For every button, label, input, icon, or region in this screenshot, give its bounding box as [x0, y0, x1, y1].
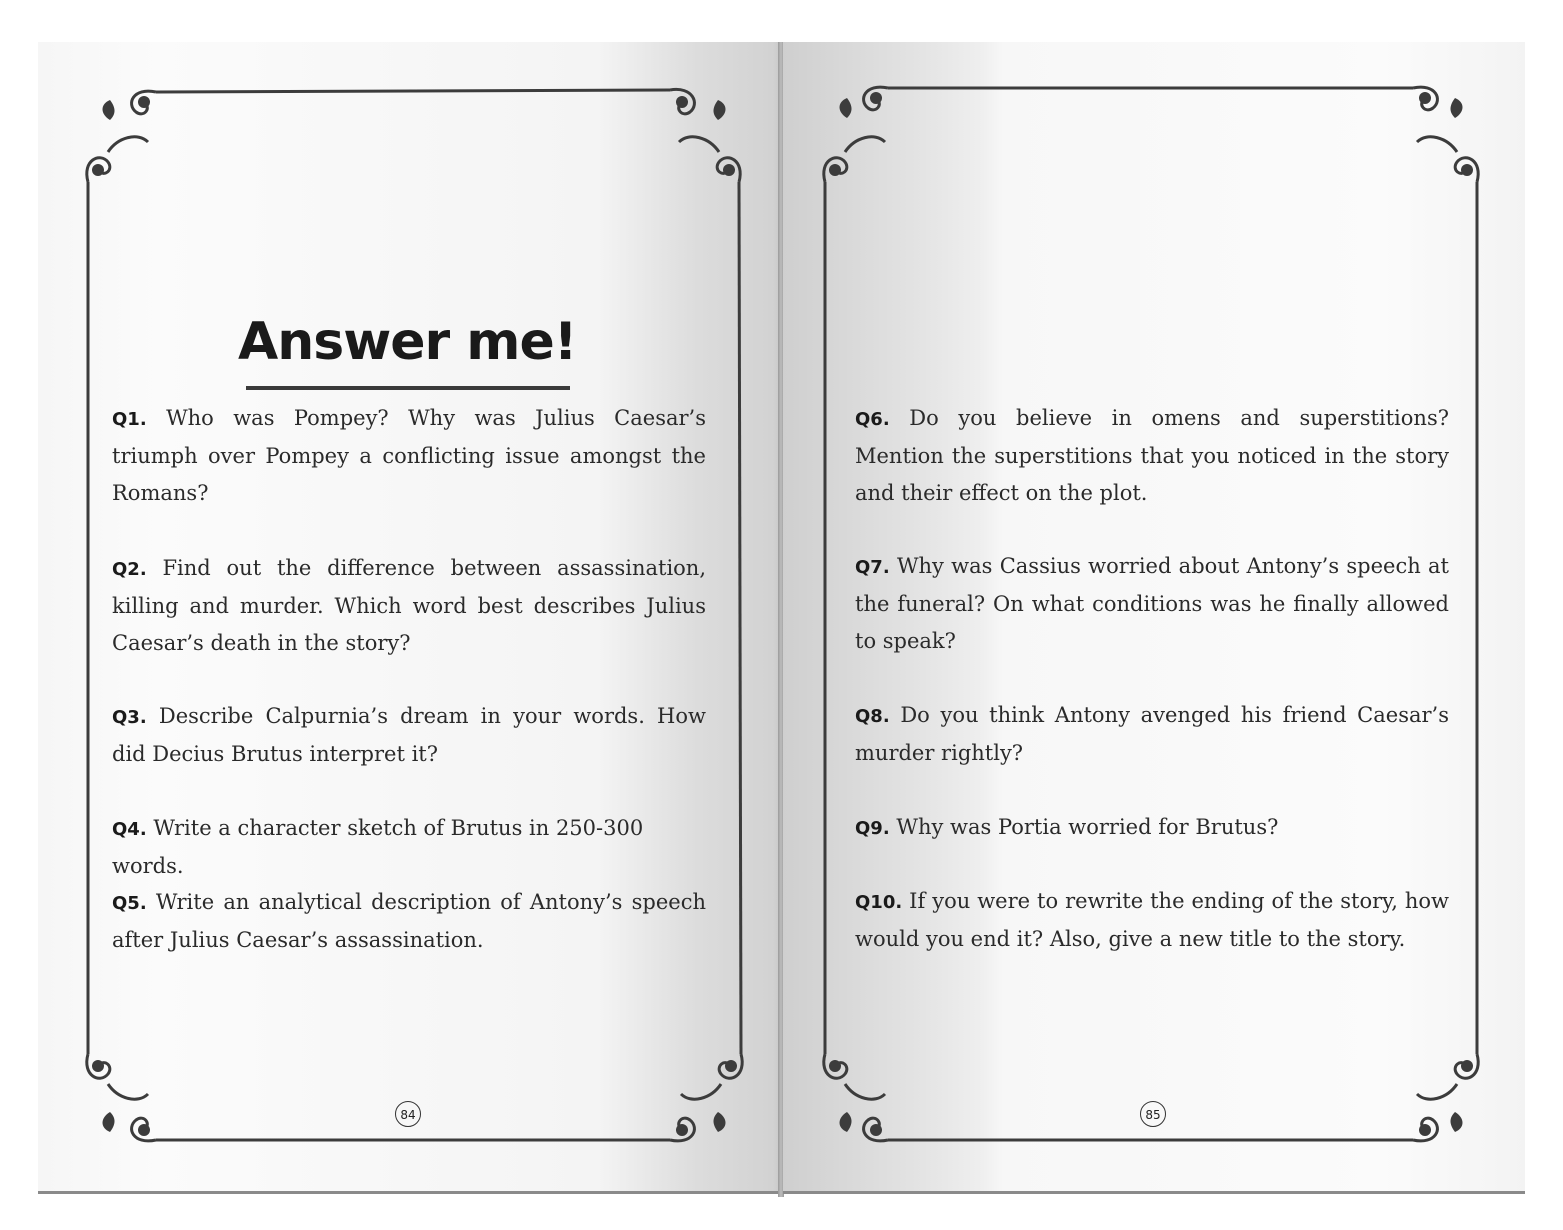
question-5	[112, 884, 706, 959]
question-text: Find out the difference between assassination, killing and murder. Which word best describes Julius Caesar’s death in the story?	[112, 556, 706, 655]
question-number: Q6.	[855, 409, 890, 430]
question-text: Who was Pompey? Why was Julius Caesar’s triumph over Pompey a conflicting issue amongst the Romans?	[112, 406, 706, 505]
question-number: Q2.	[112, 559, 147, 580]
question-text: Why was Portia worried for Brutus?	[896, 815, 1279, 839]
question-text: Do you think Antony avenged his friend Caesar’s murder rightly?	[855, 703, 1449, 765]
title-underline	[246, 386, 570, 390]
question-number: Q1.	[112, 409, 147, 430]
page-number: 85	[1140, 1101, 1166, 1127]
question-text: Do you believe in omens and superstitions? Mention the superstitions that you noticed in the story and their effect on the plot.	[855, 406, 1449, 505]
question-7	[855, 548, 1449, 660]
question-8	[855, 697, 1449, 772]
question-number: Q7.	[855, 557, 890, 578]
question-number: Q10.	[855, 892, 903, 913]
question-text: Describe Calpurnia’s dream in your words. How did Decius Brutus interpret it?	[112, 704, 706, 766]
question-1	[112, 400, 706, 512]
question-2	[112, 550, 706, 662]
left-page	[38, 42, 780, 1194]
page-number: 84	[395, 1101, 421, 1127]
right-page	[783, 42, 1525, 1194]
question-text: If you were to rewrite the ending of the story, how would you end it? Also, give a new title to the story.	[855, 889, 1449, 951]
question-text: Why was Cassius worried about Antony’s speech at the funeral? On what conditions was he finally allowed to speak?	[855, 554, 1449, 653]
question-3	[112, 698, 706, 773]
question-4	[112, 810, 706, 885]
page-title: Answer me!	[238, 312, 577, 372]
question-text: Write an analytical description of Antony’s speech after Julius Caesar’s assassination.	[112, 890, 706, 952]
question-number: Q5.	[112, 893, 147, 914]
question-9	[855, 809, 1449, 847]
question-10	[855, 883, 1449, 958]
question-6	[855, 400, 1449, 512]
question-number: Q9.	[855, 818, 890, 839]
question-text: Write a character sketch of Brutus in 250-300 words.	[112, 816, 644, 878]
question-number: Q8.	[855, 706, 890, 727]
question-number: Q3.	[112, 707, 147, 728]
question-number: Q4.	[112, 819, 147, 840]
